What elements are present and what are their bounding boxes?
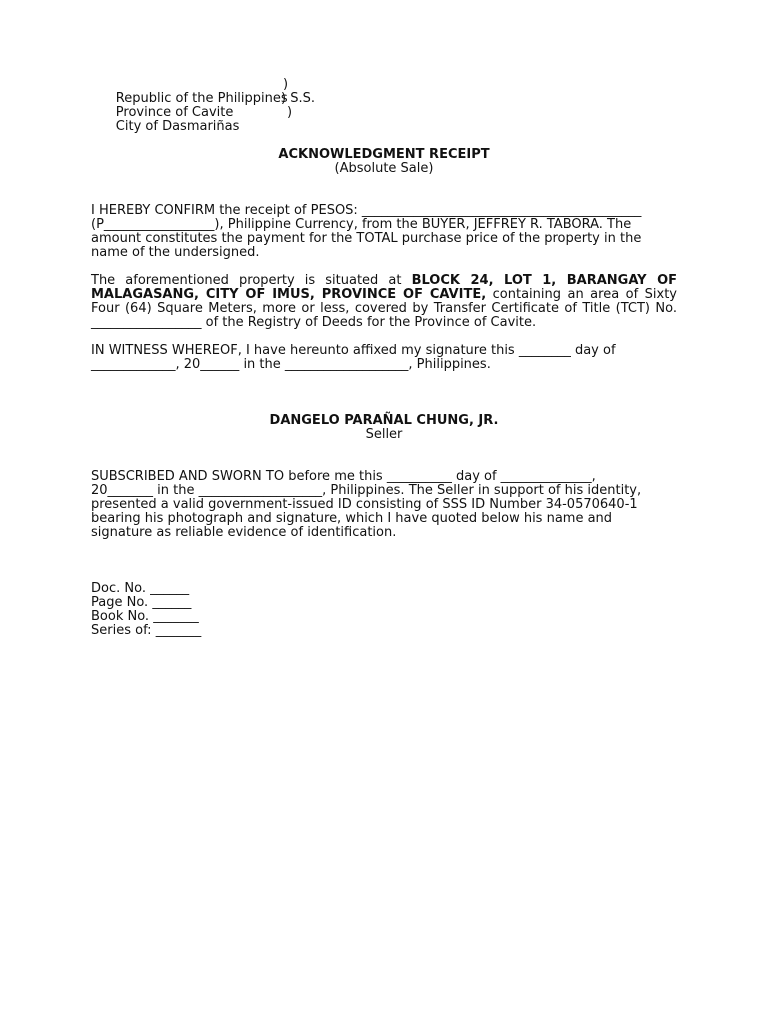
venue-line-province bbox=[91, 91, 411, 120]
receipt-line-1: I HEREBY CONFIRM the receipt of PESOS: ___________________________________________ bbox=[91, 203, 642, 218]
book-no-field: Book No. _______ bbox=[91, 609, 199, 624]
receipt-line-3: amount constitutes the payment for the TOTAL purchase price of the property in the bbox=[91, 231, 642, 246]
jurat-line-2: 20_______ in the ___________________, Philippines. The Seller in support of his identity, bbox=[91, 483, 642, 498]
property-paragraph bbox=[91, 273, 682, 330]
document-subtitle: (Absolute Sale) bbox=[334, 161, 434, 176]
witness-paragraph bbox=[91, 344, 677, 372]
jurat-line-3: presented a valid government-issued ID consisting of SSS ID Number 34-0570640-1 bbox=[91, 497, 638, 512]
signer-role: Seller bbox=[365, 427, 403, 442]
receipt-line-2: (P_________________), Philippine Currency, from the BUYER, JEFFREY R. TABORA. The bbox=[91, 217, 632, 232]
signer-name: DANGELO PARAÑAL CHUNG, JR. bbox=[269, 413, 499, 428]
property-details: containing an area of Sixty Four (64) Square Meters, more or less, covered by Transfer Certificate of Title (TCT) No. _________________ of the Registry of Deeds for the Province of Cavite. bbox=[91, 287, 682, 330]
document-heading bbox=[91, 148, 677, 176]
page-no-field: Page No. ______ bbox=[91, 595, 192, 610]
venue-city-paren: ) bbox=[287, 105, 293, 120]
venue-province-text: Province of Cavite bbox=[115, 105, 234, 120]
venue-province-paren: ) S.S. bbox=[281, 91, 315, 106]
signature-block bbox=[91, 414, 677, 442]
series-of-field: Series of: _______ bbox=[91, 623, 202, 638]
document-title: ACKNOWLEDGMENT RECEIPT bbox=[278, 147, 490, 162]
jurat-paragraph bbox=[91, 470, 677, 540]
jurat-line-5: signature as reliable evidence of identification. bbox=[91, 525, 397, 540]
venue-republic-paren: ) bbox=[283, 77, 289, 92]
property-intro: The aforementioned property is situated at bbox=[91, 273, 412, 288]
receipt-line-4: name of the undersigned. bbox=[91, 245, 260, 260]
doc-no-field: Doc. No. ______ bbox=[91, 581, 190, 596]
notarial-register bbox=[91, 582, 391, 638]
venue-block bbox=[91, 77, 411, 134]
venue-city-text: City of Dasmariñas bbox=[115, 119, 240, 134]
venue-republic-text: Republic of the Philippines bbox=[115, 91, 288, 106]
jurat-line-1: SUBSCRIBED AND SWORN TO before me this __________ day of ______________, bbox=[91, 469, 596, 484]
witness-line-2: _____________, 20______ in the ___________________, Philippines. bbox=[91, 357, 491, 372]
witness-line-1: IN WITNESS WHEREOF, I have hereunto affixed my signature this ________ day of bbox=[91, 343, 616, 358]
venue-line-city bbox=[91, 105, 411, 134]
jurat-line-4: bearing his photograph and signature, which I have quoted below his name and bbox=[91, 511, 613, 526]
receipt-paragraph bbox=[91, 204, 677, 260]
property-location: BLOCK 24, LOT 1, BARANGAY OF MALAGASANG, CITY OF IMUS, PROVINCE OF CAVITE, bbox=[91, 273, 682, 302]
